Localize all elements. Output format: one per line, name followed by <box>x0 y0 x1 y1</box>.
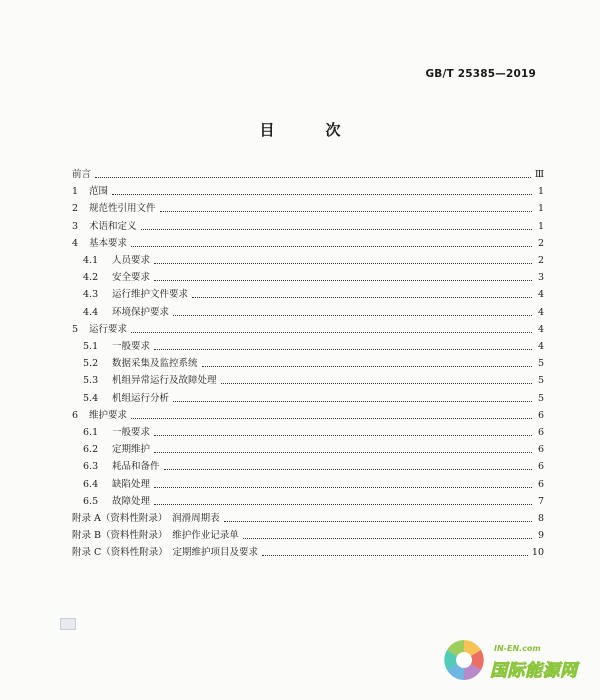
toc-entry-label: 机组运行分析 <box>112 392 170 404</box>
toc-entry[interactable] <box>72 405 544 422</box>
toc-entry[interactable] <box>72 319 544 336</box>
toc-entry-label: 前言 <box>72 169 92 180</box>
toc-entry-label: 环境保护要求 <box>112 306 170 318</box>
toc-entry[interactable] <box>72 164 544 181</box>
toc-leader-dots <box>173 314 532 316</box>
toc-entry-label: 耗品和备件 <box>112 461 160 473</box>
toc-entry-number: 4.4 <box>83 306 99 318</box>
toc-entry-number: 6.1 <box>83 427 99 438</box>
toc-entry-number: 6.4 <box>83 478 99 490</box>
toc-leader-dots <box>243 537 532 539</box>
toc-entry-number: 5 <box>72 323 79 335</box>
toc-entry-page: 1 <box>537 186 544 198</box>
toc-entry-number: 3 <box>72 220 79 232</box>
toc-entry[interactable] <box>83 250 544 267</box>
toc-entry-label: 数据采集及监控系统 <box>112 358 198 370</box>
toc-leader-dots <box>154 434 532 436</box>
toc-entry-label: 范围 <box>89 186 109 198</box>
toc-entry-label: 一般要求 <box>112 427 151 438</box>
toc-entry-number: 5.1 <box>83 341 99 352</box>
toc-title: 目 次 <box>259 121 359 139</box>
toc-entry-label: 运行维护文件要求 <box>112 289 189 301</box>
toc-entry-label: 附录 B（资料性附录） 维护作业记录单 <box>72 530 239 542</box>
toc-entry-page: 6 <box>537 409 544 421</box>
toc-entry-page: Ⅲ <box>534 169 544 180</box>
toc-entry[interactable] <box>83 456 544 473</box>
toc-entry-label: 运行要求 <box>89 323 128 335</box>
toc-entry[interactable] <box>83 474 544 491</box>
toc-leader-dots <box>154 262 532 264</box>
toc-entry[interactable] <box>72 198 544 215</box>
toc-entry[interactable] <box>83 353 544 370</box>
toc-entry-page: 4 <box>537 289 544 301</box>
toc-entry-label: 附录 A（资料性附录） 润滑周期表 <box>72 513 220 524</box>
toc-entry-page: 1 <box>537 203 544 215</box>
toc-entry-page: 3 <box>537 272 544 284</box>
toc-entry[interactable] <box>72 525 544 542</box>
toc-leader-dots <box>154 348 532 350</box>
toc-leader-dots <box>112 193 532 195</box>
toc-entry-page: 7 <box>537 495 544 507</box>
standard-code: GB/T 25385—2019 <box>425 68 536 80</box>
toc-entry-label: 规范性引用文件 <box>89 203 156 215</box>
toc-leader-dots <box>95 176 531 178</box>
toc-entry[interactable] <box>72 233 544 250</box>
toc-entry[interactable] <box>72 216 544 233</box>
toc-entry-number: 5.4 <box>83 392 99 404</box>
watermark-brand: 国际能源网 <box>490 661 578 681</box>
toc-entry[interactable] <box>83 439 544 456</box>
toc-entry-page: 9 <box>537 530 544 542</box>
toc-entry-page: 5 <box>537 392 544 404</box>
toc-entry-page: 8 <box>537 513 544 524</box>
toc-entry-page: 4 <box>537 341 544 352</box>
toc-entry-page: 2 <box>537 237 544 249</box>
toc-entry-page: 6 <box>537 444 544 456</box>
toc-entry-number: 4.2 <box>83 272 99 284</box>
watermark-logo <box>442 636 592 694</box>
toc-entry-label: 基本要求 <box>89 237 128 249</box>
toc-leader-dots <box>154 503 532 505</box>
toc-entry[interactable] <box>83 336 544 353</box>
toc-leader-dots <box>131 331 532 333</box>
toc-entry-number: 2 <box>72 203 79 215</box>
toc-entry[interactable] <box>83 388 544 405</box>
toc-entry-page: 4 <box>537 306 544 318</box>
toc-leader-dots <box>141 228 532 230</box>
toc-entry[interactable] <box>83 302 544 319</box>
toc-leader-dots <box>160 210 532 212</box>
toc-leader-dots <box>154 486 532 488</box>
toc-entry[interactable] <box>83 284 544 301</box>
toc-entry-number: 5.2 <box>83 358 99 370</box>
toc-entry-number: 4 <box>72 237 79 249</box>
toc-leader-dots <box>154 451 532 453</box>
toc-entry[interactable] <box>72 181 544 198</box>
toc-entry-number: 5.3 <box>83 375 99 387</box>
toc-entry-page: 5 <box>537 358 544 370</box>
toc-entry-page: 6 <box>537 427 544 438</box>
toc-entry-page: 10 <box>531 547 544 559</box>
toc-entry-label: 安全要求 <box>112 272 151 284</box>
toc-entry[interactable] <box>72 508 544 525</box>
toc-leader-dots <box>131 417 532 419</box>
toc-entry[interactable] <box>83 370 544 387</box>
toc-entry-label: 一般要求 <box>112 341 151 352</box>
toc-leader-dots <box>154 279 532 281</box>
toc-leader-dots <box>224 520 532 522</box>
toc-entry-number: 6.3 <box>83 461 99 473</box>
toc-entry-page: 6 <box>537 461 544 473</box>
toc-entry-page: 4 <box>537 323 544 335</box>
toc-entry-label: 缺陷处理 <box>112 478 151 490</box>
toc-leader-dots <box>221 382 532 384</box>
toc-leader-dots <box>262 554 528 556</box>
toc-entry-number: 6.5 <box>83 495 99 507</box>
toc-entry-number: 1 <box>72 186 79 198</box>
toc-entry-number: 4.1 <box>83 255 99 266</box>
toc-leader-dots <box>202 365 532 367</box>
toc-leader-dots <box>131 245 532 247</box>
toc-entry[interactable] <box>83 422 544 439</box>
toc-entry-label: 维护要求 <box>89 409 128 421</box>
toc-entry-label: 附录 C（资料性附录） 定期维护项目及要求 <box>72 547 259 559</box>
toc-entry[interactable] <box>72 542 544 559</box>
toc-entry-label: 术语和定义 <box>89 220 137 232</box>
toc-entry-number: 4.3 <box>83 289 99 301</box>
toc-entry-page: 1 <box>537 220 544 232</box>
toc-entry-label: 定期维护 <box>112 444 151 456</box>
watermark-domain: IN-EN.com <box>494 644 541 653</box>
toc-entry-page: 5 <box>537 375 544 387</box>
in-en-logo-icon <box>442 638 486 682</box>
toc-entry[interactable] <box>83 267 544 284</box>
toc-entry-number: 6 <box>72 409 79 421</box>
toc-leader-dots <box>164 468 532 470</box>
page-stamp-icon <box>60 618 76 630</box>
toc-entry-label: 人员要求 <box>112 255 151 266</box>
toc-entry-label: 机组异常运行及故障处理 <box>112 375 217 387</box>
toc-leader-dots <box>192 296 532 298</box>
toc-entry-page: 2 <box>537 255 544 266</box>
toc-entry-number: 6.2 <box>83 444 99 456</box>
toc-entry[interactable] <box>83 491 544 508</box>
toc-leader-dots <box>173 400 532 402</box>
toc-entry-label: 故障处理 <box>112 495 151 507</box>
toc-entry-page: 6 <box>537 478 544 490</box>
